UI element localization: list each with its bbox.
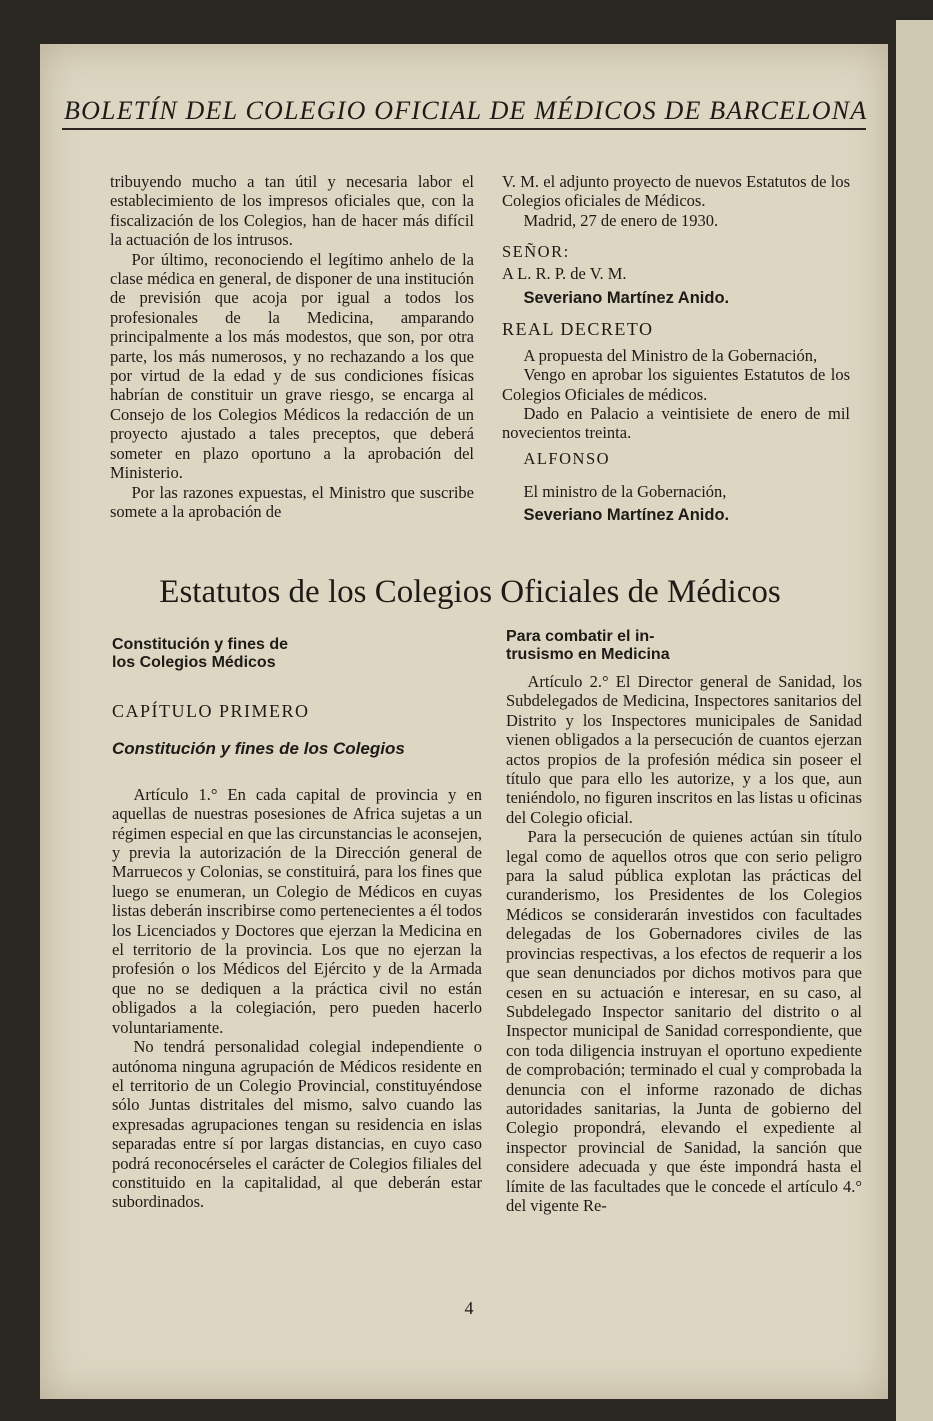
page-number: 4: [464, 1298, 474, 1318]
top-right-column: [502, 172, 850, 525]
salutation: SEÑOR:: [502, 242, 570, 262]
paragraph: Dado en Palacio a veintisiete de enero de mil novecientos treinta.: [502, 404, 850, 443]
paragraph: Para la persecución de quienes actúan sin título legal como de aquellos otros que con serio peligro para la salud pública explotan las prácticas del curanderismo, los Presidentes de los Colegios Médicos se considerarán investidos con facultades delegadas de los Gobernadores civiles de las provincias respectivas, a los efectos de requerir a los que sean denunciados por dichos motivos para que cesen en su actuación e interesar, en su caso, al Subdelegado Inspector sanitario del distrito o al Inspector municipal de Sanidad correspondiente, que con toda diligencia instruyan el oportuno expediente de comprobación; terminado el cual y comprobada la denuncia con el informe razonado de dichas autoridades sanitarias, la Junta de gobierno del Colegio propondrá, elevando el expediente al inspector provincial de Sanidad, la sanción que considere adecuada y que éste impondrá hasta el límite de las facultades que le concede el artículo 4.° del vigente Re-: [506, 827, 862, 1215]
chapter-subtitle: Constitución y fines de los Colegios: [112, 739, 405, 759]
section-subhead: los Colegios Médicos: [112, 654, 276, 671]
main-title: Estatutos de los Colegios Oficiales de Médicos: [159, 574, 781, 610]
decree-title: REAL DECRETO: [502, 319, 654, 340]
signature: Severiano Martínez Anido.: [523, 505, 730, 524]
paragraph: Artículo 2.° El Director general de Sanidad, los Subdelegados de Medicina, Inspectores sanitarios del Distrito y los Inspectores municipales de Sanidad vienen obligados a la persecución de cuantos ejerzan actos propios de la profesión médica sin poseer el título que para ello les autorize, y a los que, aun teniéndolo, no figuren inscritos en las listas u oficinas del Colegio oficial.: [506, 672, 862, 827]
paragraph: Por las razones expuestas, el Ministro que suscribe somete a la aprobación de: [110, 482, 474, 521]
bottom-right-column: [506, 628, 862, 1215]
top-left-column: [110, 172, 474, 521]
paragraph: Artículo 1.° En cada capital de provincia y en aquellas de nuestras posesiones de Africa sujetas a un régimen especial en que las circunstancias le aconsejen, y previa la autorización de la Dirección general de Marruecos y Colonias, se constituirá, para los fines que luego se enumeran, un Colegio de Médicos en cuyas listas deberán inscribirse como pertenecientes a él todos los Licenciados y Doctores que ejerzan la Medicina en el territorio de la provincia. Los que no ejerzan la profesión o los Médicos del Ejército y de la Armada que no se dediquen a la práctica civil no están obligados a la colegiación, pero pueden hacerlo voluntariamente.: [112, 784, 482, 1037]
section-subhead: Para combatir el in-: [506, 628, 655, 645]
adjacent-page-edge: [896, 20, 933, 1421]
paragraph: Vengo en aprobar los siguientes Estatutos de los Colegios Oficiales de médicos.: [502, 365, 850, 404]
section-subhead: trusismo en Medicina: [506, 646, 670, 663]
header-rule: [62, 128, 866, 130]
letter-date: Madrid, 27 de enero de 1930.: [523, 210, 719, 230]
paragraph: tribuyendo mucho a tan útil y necesaria labor el establecimiento de los impresos oficiales que, con la fiscalización de los Colegios, han de hacer más difícil la actuación de los intrusos.: [110, 172, 474, 250]
formula-alrp: A L. R. P. de V. M.: [502, 263, 627, 283]
chapter-heading: CAPÍTULO PRIMERO: [112, 701, 310, 721]
bulletin-header: BOLETÍN DEL COLEGIO OFICIAL DE MÉDICOS DE BARCELONA: [64, 96, 868, 125]
signature: Severiano Martínez Anido.: [523, 289, 730, 308]
paragraph: Por último, reconociendo el legítimo anhelo de la clase médica en general, de disponer de una institución de previsión que acoja por igual a todos los profesionales de la Medicina, amparando principalmente a los más modestos, que son, por otra parte, los más numerosos, y no rechazando a los que por virtud de la edad y de sus condiciones físicas habrían de constituir un grave riesgo, se encarga al Consejo de los Colegios Médicos la redacción de un proyecto ajustado a tales preceptos, que deberá someter en plazo oportuno a la aprobación del Ministerio.: [110, 249, 474, 483]
king-signature: ALFONSO: [523, 448, 611, 468]
section-subhead: Constitución y fines de: [112, 636, 289, 653]
minister-line: El ministro de la Gobernación,: [523, 482, 727, 502]
paragraph: No tendrá personalidad colegial independiente o autónoma ninguna agrupación de Médicos residente en el territorio de un Colegio Provincial, constituyéndose sólo Juntas distritales del mismo, salvo cuando las expresadas agrupaciones tengan su residencia en islas separadas entre sí por largas distancias, en cuyo caso podrá reconocérseles el carácter de Colegios filiales del constituido en la capitalidad, al que deberán estar subordinados.: [112, 1037, 482, 1212]
paragraph: A propuesta del Ministro de la Gobernación,: [523, 345, 818, 365]
bottom-left-column: [112, 636, 482, 1212]
paragraph: V. M. el adjunto proyecto de nuevos Estatutos de los Colegios oficiales de Médicos.: [502, 172, 850, 211]
